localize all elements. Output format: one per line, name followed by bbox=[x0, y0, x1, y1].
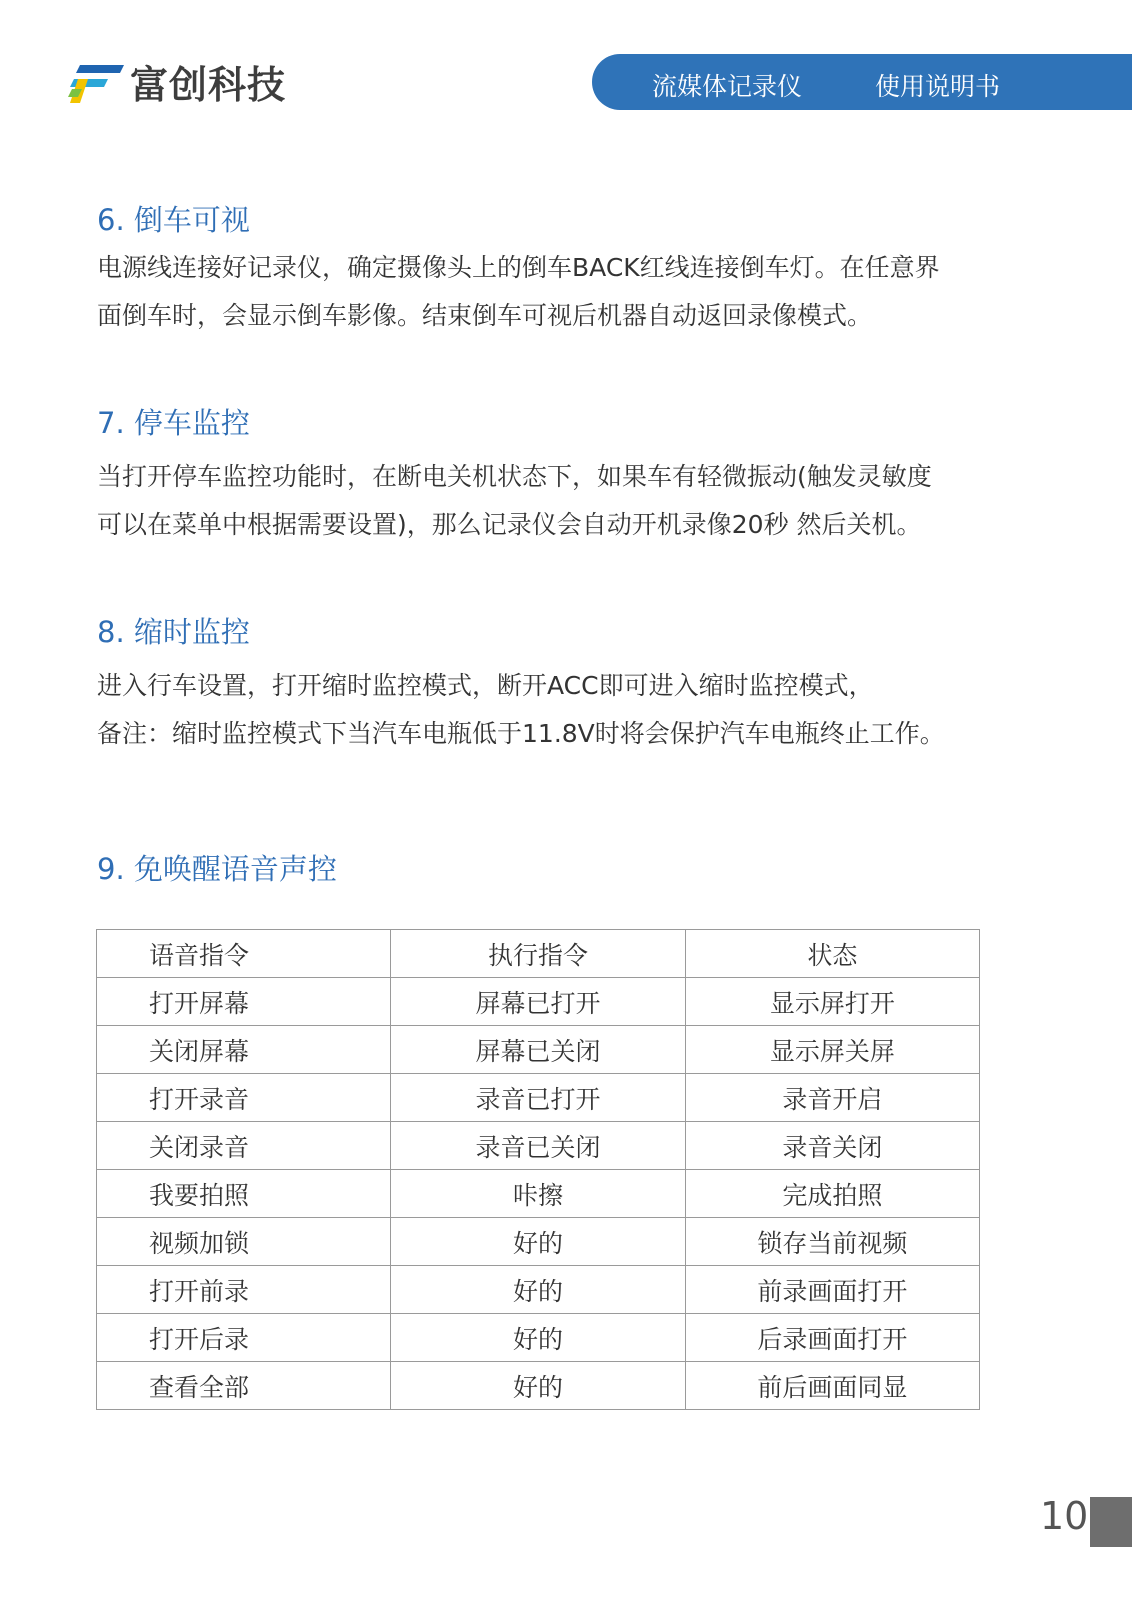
response-cell: 好的 bbox=[391, 1362, 685, 1410]
status-cell: 前后画面同显 bbox=[685, 1362, 979, 1410]
section-body-reverse-view bbox=[97, 244, 940, 340]
response-cell: 好的 bbox=[391, 1266, 685, 1314]
section-title-parking-monitor: 7. 停车监控 bbox=[97, 406, 250, 440]
section-title-timelapse-monitor: 8. 缩时监控 bbox=[97, 615, 250, 649]
response-cell: 录音已关闭 bbox=[391, 1122, 685, 1170]
column-header: 语音指令 bbox=[97, 930, 391, 978]
table-row bbox=[97, 1362, 980, 1410]
status-cell: 录音关闭 bbox=[685, 1122, 979, 1170]
page-tab-marker bbox=[1090, 1497, 1132, 1547]
voice-command-cell: 视频加锁 bbox=[97, 1218, 391, 1266]
section-title-voice-control: 9. 免唤醒语音声控 bbox=[97, 852, 337, 886]
status-cell: 后录画面打开 bbox=[685, 1314, 979, 1362]
header-banner bbox=[592, 54, 1132, 110]
voice-command-table bbox=[96, 929, 980, 1410]
response-cell: 咔擦 bbox=[391, 1170, 685, 1218]
page-number: 10 bbox=[1040, 1494, 1089, 1538]
status-cell: 前录画面打开 bbox=[685, 1266, 979, 1314]
response-cell: 屏幕已打开 bbox=[391, 978, 685, 1026]
status-cell: 完成拍照 bbox=[685, 1170, 979, 1218]
voice-command-cell: 我要拍照 bbox=[97, 1170, 391, 1218]
voice-command-cell: 查看全部 bbox=[97, 1362, 391, 1410]
status-cell: 显示屏打开 bbox=[685, 978, 979, 1026]
voice-command-cell: 打开录音 bbox=[97, 1074, 391, 1122]
status-cell: 锁存当前视频 bbox=[685, 1218, 979, 1266]
paragraph-line: 进入行车设置，打开缩时监控模式，断开ACC即可进入缩时监控模式， bbox=[97, 671, 874, 700]
status-cell: 录音开启 bbox=[685, 1074, 979, 1122]
voice-command-cell: 打开前录 bbox=[97, 1266, 391, 1314]
voice-command-cell: 打开屏幕 bbox=[97, 978, 391, 1026]
table-row bbox=[97, 1122, 980, 1170]
section-title-reverse-view: 6. 倒车可视 bbox=[97, 203, 250, 237]
table-row bbox=[97, 978, 980, 1026]
table-row bbox=[97, 1074, 980, 1122]
response-cell: 好的 bbox=[391, 1218, 685, 1266]
document-product-name: 流媒体记录仪 bbox=[652, 72, 803, 101]
voice-command-cell: 打开后录 bbox=[97, 1314, 391, 1362]
status-cell: 显示屏关屏 bbox=[685, 1026, 979, 1074]
table-row bbox=[97, 1314, 980, 1362]
table-row bbox=[97, 1026, 980, 1074]
response-cell: 好的 bbox=[391, 1314, 685, 1362]
paragraph-line: 当打开停车监控功能时，在断电关机状态下，如果车有轻微振动(触发灵敏度 bbox=[97, 462, 932, 491]
voice-command-cell: 关闭录音 bbox=[97, 1122, 391, 1170]
paragraph-line: 备注：缩时监控模式下当汽车电瓶低于11.8V时将会保护汽车电瓶终止工作。 bbox=[97, 719, 945, 748]
table-row bbox=[97, 1266, 980, 1314]
voice-command-cell: 关闭屏幕 bbox=[97, 1026, 391, 1074]
brand-name: 富创科技 bbox=[130, 62, 287, 107]
table-header-row bbox=[97, 930, 980, 978]
table-row bbox=[97, 1218, 980, 1266]
document-type: 使用说明书 bbox=[875, 72, 1001, 101]
paragraph-line: 电源线连接好记录仪，确定摄像头上的倒车BACK红线连接倒车灯。在任意界 bbox=[97, 253, 940, 282]
response-cell: 屏幕已关闭 bbox=[391, 1026, 685, 1074]
paragraph-line: 可以在菜单中根据需要设置)，那么记录仪会自动开机录像20秒 然后关机。 bbox=[97, 510, 922, 539]
paragraph-line: 面倒车时，会显示倒车影像。结束倒车可视后机器自动返回录像模式。 bbox=[97, 301, 873, 330]
section-body-parking-monitor bbox=[97, 453, 932, 549]
brand-logo bbox=[68, 56, 286, 106]
column-header: 执行指令 bbox=[391, 930, 685, 978]
table-row bbox=[97, 1170, 980, 1218]
column-header: 状态 bbox=[685, 930, 979, 978]
brand-logo-icon bbox=[68, 59, 126, 103]
section-body-timelapse-monitor bbox=[97, 662, 945, 758]
response-cell: 录音已打开 bbox=[391, 1074, 685, 1122]
